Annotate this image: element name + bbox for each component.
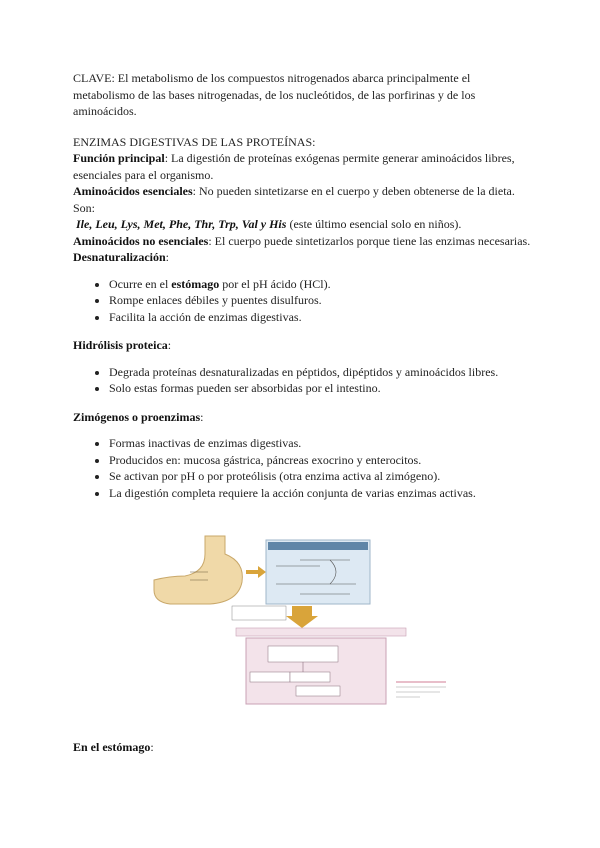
intestine-label — [250, 672, 290, 682]
no-esenciales-label: Aminoácidos no esenciales — [73, 233, 209, 248]
list-item: • Solo estas formas pueden ser absorbidas por el intestino. — [109, 380, 533, 397]
en-el-estomago-label: En el estómago — [73, 740, 151, 754]
section-title: ENZIMAS DIGESTIVAS DE LAS PROTEÍNAS: — [73, 134, 316, 149]
list-item: • Producidos en: mucosa gástrica, páncreas exocrino y enterocitos. — [109, 452, 533, 469]
clave-paragraph — [73, 70, 533, 120]
en-el-estomago-heading — [73, 740, 154, 755]
list-item: • La digestión completa requiere la acción conjunta de varias enzimas activas. — [109, 485, 533, 502]
funcion-paragraph — [73, 150, 533, 183]
desnaturalizacion-heading — [73, 249, 533, 266]
hidrolisis-heading — [73, 337, 533, 354]
clave-text: El metabolismo de los compuestos nitrogenados abarca principalmente el metabolismo de las bases nitrogenadas, de los nucleótidos, de las porfirinas y de los aminoácidos. — [73, 71, 476, 118]
intestine-label — [268, 646, 338, 662]
intestine-label — [290, 672, 330, 682]
zimogenos-heading — [73, 409, 533, 426]
desnaturalizacion-label: Desnaturalización — [73, 250, 166, 264]
clave-prefix: CLAVE: — [73, 71, 115, 85]
desnaturalizacion-list — [73, 276, 533, 326]
zimogenos-colon: : — [200, 409, 204, 424]
list-item: • Facilita la acción de enzimas digestivas. — [109, 309, 533, 326]
zimogenos-list — [73, 435, 533, 501]
list-item: • Degrada proteínas desnaturalizadas en péptidos, dipéptidos y aminoácidos libres. — [109, 364, 533, 381]
pancreas-header — [268, 542, 368, 550]
list-item: • Formas inactivas de enzimas digestivas. — [109, 435, 533, 452]
no-esenciales-paragraph — [73, 233, 533, 250]
esenciales-label: Aminoácidos esenciales — [73, 184, 193, 198]
arrow-icon — [246, 566, 266, 578]
en-el-estomago-colon: : — [150, 740, 154, 754]
item-bold: estómago — [171, 276, 220, 291]
hidrolisis-colon: : — [167, 338, 172, 352]
stomach-shape — [154, 536, 242, 604]
digestion-figure — [150, 532, 450, 712]
funcion-text: : La digestión de proteínas exógenas permite generar aminoácidos libres, esenciales para el organismo. — [73, 151, 515, 182]
label-box — [232, 606, 286, 620]
item-text: por el pH ácido (HCl). — [219, 276, 331, 291]
villi-row — [236, 628, 406, 636]
esenciales-list: Ile, Leu, Lys, Met, Phe, Thr, Trp, Val y His — [76, 217, 287, 231]
hidrolisis-list — [73, 364, 533, 397]
no-esenciales-text: : El cuerpo puede sintetizarlos porque tiene las enzimas necesarias. — [208, 233, 531, 248]
list-item — [109, 276, 533, 293]
list-item: • Rompe enlaces débiles y puentes disulfuros. — [109, 292, 533, 309]
list-item: • Se activan por pH o por proteólisis (otra enzima activa al zimógeno). — [109, 468, 533, 485]
esenciales-list-line — [73, 216, 533, 233]
esenciales-paragraph — [73, 183, 533, 216]
intestine-label — [296, 686, 340, 696]
zimogenos-label: Zimógenos o proenzimas — [73, 409, 201, 424]
esenciales-text: : No pueden sintetizarse en el cuerpo y deben obtenerse de la dieta. Son: — [73, 184, 515, 215]
hidrolisis-label: Hidrólisis proteica — [73, 338, 168, 352]
funcion-label: Función principal — [73, 151, 165, 165]
desnaturalizacion-colon: : — [165, 250, 170, 264]
esenciales-note: (este último esencial solo en niños). — [286, 217, 462, 231]
document-body — [73, 70, 533, 511]
item-text: Ocurre en el — [109, 276, 172, 291]
arrow-icon — [286, 606, 318, 628]
